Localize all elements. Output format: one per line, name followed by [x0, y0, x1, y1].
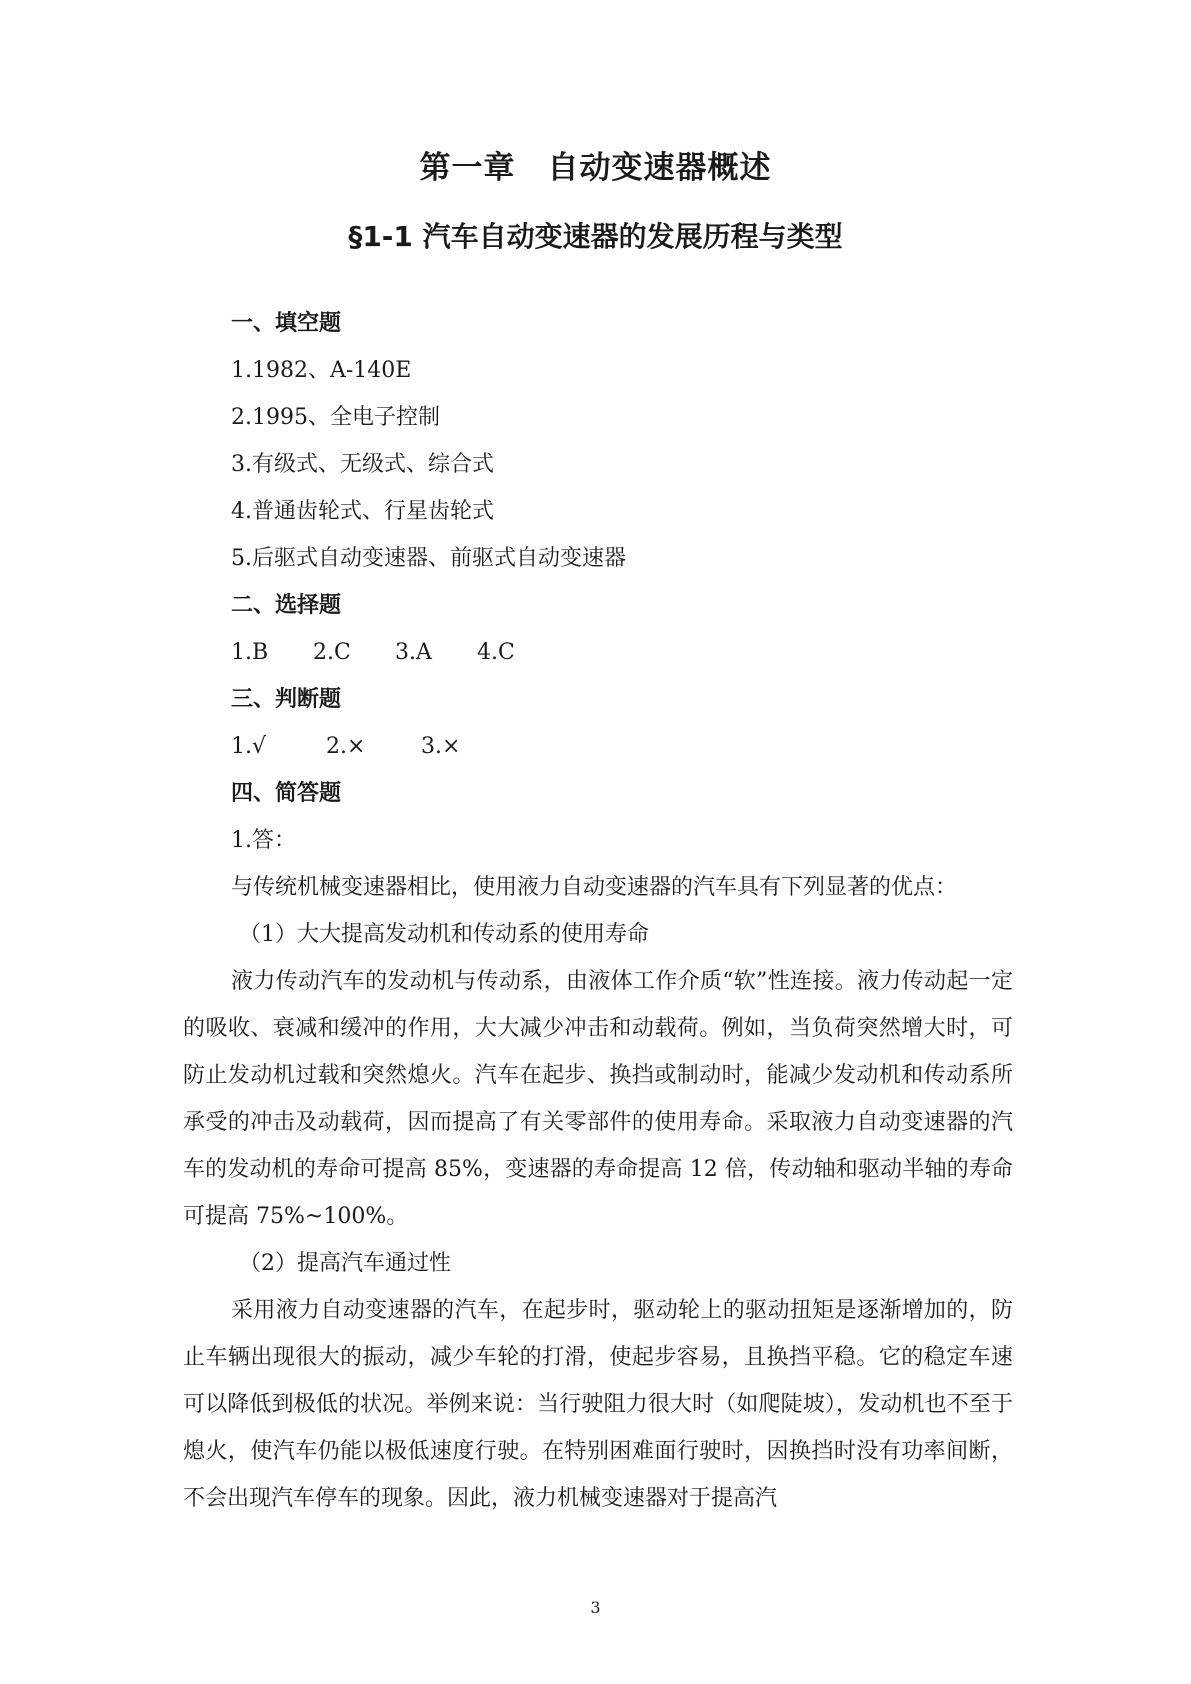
choice-answer: 2.C — [313, 640, 351, 665]
judge-answer: 3.× — [421, 734, 461, 759]
answer-intro: 与传统机械变速器相比，使用液力自动变速器的汽车具有下列显著的优点： — [231, 875, 958, 900]
fill-blank-heading: 一、填空题 — [231, 311, 342, 336]
fill-blank-item: 3.有级式、无级式、综合式 — [231, 452, 494, 477]
point-1-body: 液力传动汽车的发动机与传动系，由液体工作介质“软”性连接。液力传动起一定的吸收、衰减和缓冲的作用，大大减少冲击和动载荷。例如，当负荷突然增大时，可防止发动机过载和突然熄火。汽车在起步、换挡或制动时，能减少发动机和传动系所承受的冲击及动载荷，因而提高了有关零部件的使用寿命。采取液力自动变速器的汽车的发动机的寿命可提高 85%，变速器的寿命提高 12 倍，传动轴和驱动半轴的寿命可提高 75%~100%。 — [183, 969, 1013, 1229]
fill-blank-item: 2.1995、全电子控制 — [231, 405, 440, 430]
page-content — [183, 300, 1013, 1522]
point-2-title: （2）提高汽车通过性 — [239, 1251, 451, 1276]
choice-answer: 3.A — [395, 640, 432, 665]
judge-answers — [231, 723, 1013, 770]
choice-heading: 二、选择题 — [231, 593, 342, 618]
judge-heading: 三、判断题 — [231, 687, 342, 712]
choice-answers — [231, 629, 1013, 676]
point-1-title: （1）大大提高发动机和传动系的使用寿命 — [239, 922, 649, 947]
judge-answer: 1.√ — [231, 734, 267, 759]
section-title: §1-1 汽车自动变速器的发展历程与类型 — [348, 220, 843, 253]
choice-answer: 4.C — [477, 640, 515, 665]
fill-blank-item: 1.1982、A-140E — [231, 358, 412, 383]
point-2-body: 采用液力自动变速器的汽车，在起步时，驱动轮上的驱动扭矩是逐渐增加的，防止车辆出现很大的振动，减少车轮的打滑，使起步容易，且换挡平稳。它的稳定车速可以降低到极低的状况。举例来说：当行驶阻力很大时（如爬陡坡），发动机也不至于熄火，使汽车仍能以极低速度行驶。在特别困难面行驶时，因换挡时没有功率间断，不会出现汽车停车的现象。因此，液力机械变速器对于提高汽 — [183, 1298, 1013, 1511]
short-answer-heading: 四、简答题 — [231, 781, 342, 806]
page-number: 3 — [590, 1598, 601, 1617]
fill-blank-item: 4.普通齿轮式、行星齿轮式 — [231, 499, 494, 524]
answer-label: 1.答： — [231, 828, 296, 853]
choice-answer: 1.B — [231, 640, 269, 665]
judge-answer: 2.× — [326, 734, 366, 759]
fill-blank-item: 5.后驱式自动变速器、前驱式自动变速器 — [231, 546, 626, 571]
chapter-title: 第一章 自动变速器概述 — [419, 150, 772, 186]
